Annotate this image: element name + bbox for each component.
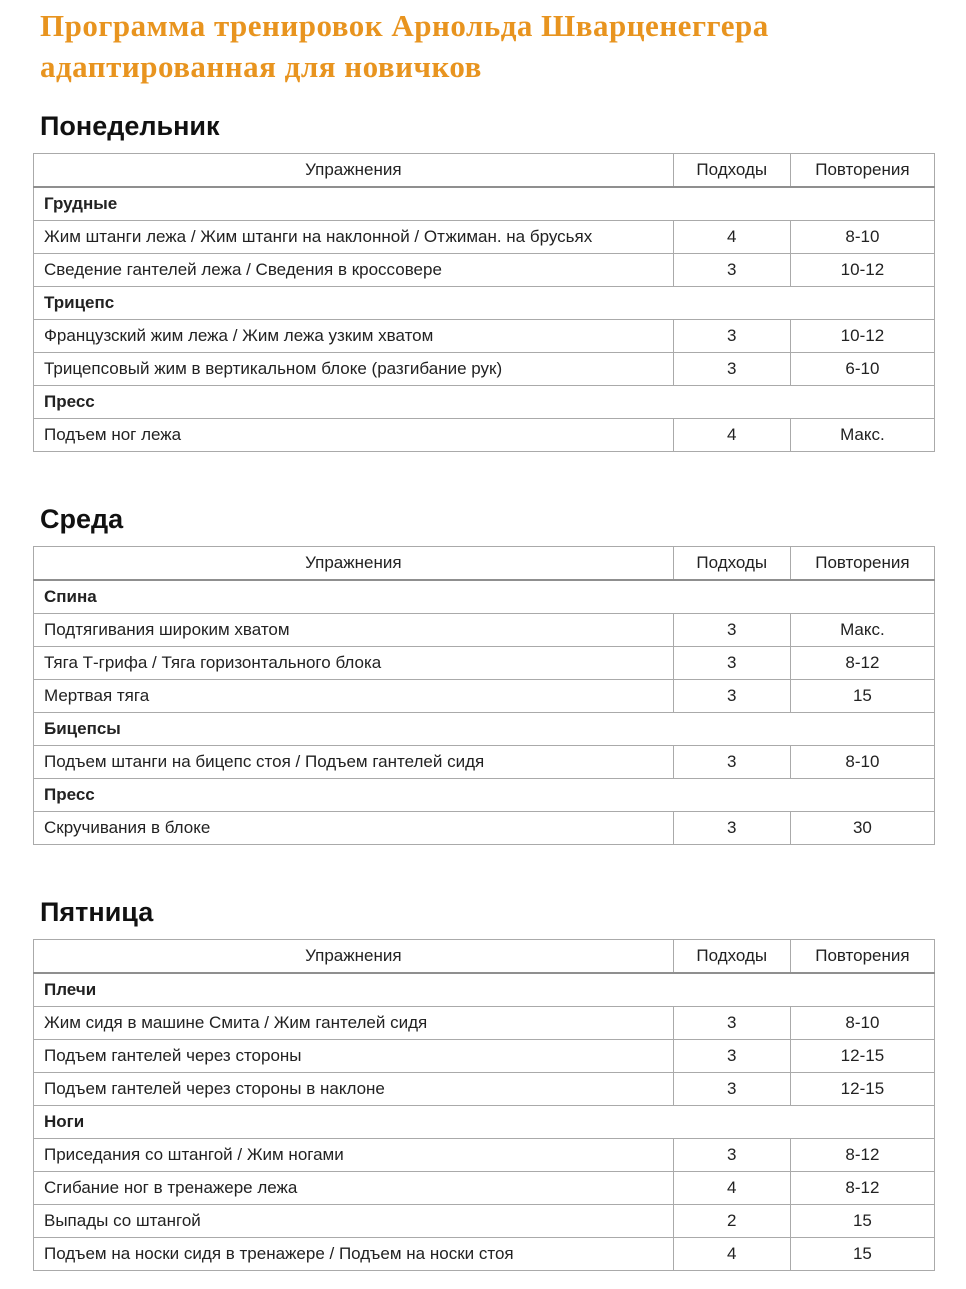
muscle-group-label: Спина (34, 580, 935, 614)
workout-table (33, 546, 935, 845)
sets-value: 4 (673, 419, 790, 452)
column-header-reps: Повторения (790, 547, 934, 581)
sets-value: 4 (673, 221, 790, 254)
exercise-name: Подтягивания широким хватом (34, 614, 674, 647)
reps-value: 8-10 (790, 746, 934, 779)
exercise-name: Подъем ног лежа (34, 419, 674, 452)
column-header-sets: Подходы (673, 154, 790, 188)
workout-table (33, 939, 935, 1271)
sets-value: 3 (673, 647, 790, 680)
muscle-group-label: Пресс (34, 386, 935, 419)
reps-value: 6-10 (790, 353, 934, 386)
reps-value: 8-12 (790, 647, 934, 680)
page-title-line2: адаптированная для новичков (40, 49, 482, 84)
reps-value: Макс. (790, 614, 934, 647)
reps-value: 8-12 (790, 1172, 934, 1205)
reps-value: 8-12 (790, 1139, 934, 1172)
muscle-group-label: Плечи (34, 973, 935, 1007)
sets-value: 3 (673, 614, 790, 647)
exercise-name: Трицепсовый жим в вертикальном блоке (разгибание рук) (34, 353, 674, 386)
header-row (34, 154, 935, 188)
muscle-group-label: Грудные (34, 187, 935, 221)
sets-value: 3 (673, 1139, 790, 1172)
exercise-name: Тяга Т-грифа / Тяга горизонтального блока (34, 647, 674, 680)
exercise-row (34, 1139, 935, 1172)
exercise-row (34, 419, 935, 452)
exercise-row (34, 221, 935, 254)
reps-value: 10-12 (790, 320, 934, 353)
day-section-1 (33, 504, 935, 845)
sets-value: 3 (673, 254, 790, 287)
sets-value: 4 (673, 1172, 790, 1205)
exercise-row (34, 680, 935, 713)
muscle-group-row (34, 287, 935, 320)
exercise-name: Мертвая тяга (34, 680, 674, 713)
sets-value: 2 (673, 1205, 790, 1238)
sets-value: 4 (673, 1238, 790, 1271)
column-header-sets: Подходы (673, 940, 790, 974)
reps-value: 12-15 (790, 1040, 934, 1073)
exercise-name: Подъем штанги на бицепс стоя / Подъем гантелей сидя (34, 746, 674, 779)
page-title-line1: Программа тренировок Арнольда Шварценеггера (40, 8, 769, 43)
exercise-row (34, 320, 935, 353)
exercise-name: Жим штанги лежа / Жим штанги на наклонной / Отжиман. на брусьях (34, 221, 674, 254)
column-header-sets: Подходы (673, 547, 790, 581)
muscle-group-label: Пресс (34, 779, 935, 812)
reps-value: 15 (790, 1205, 934, 1238)
exercise-row (34, 254, 935, 287)
day-heading: Среда (40, 504, 124, 534)
header-row (34, 940, 935, 974)
sets-value: 3 (673, 680, 790, 713)
column-header-reps: Повторения (790, 154, 934, 188)
sets-value: 3 (673, 320, 790, 353)
muscle-group-row (34, 580, 935, 614)
column-header-exercises: Упражнения (34, 940, 674, 974)
reps-value: Макс. (790, 419, 934, 452)
day-section-2 (33, 897, 935, 1271)
reps-value: 30 (790, 812, 934, 845)
muscle-group-row (34, 187, 935, 221)
days-container (33, 111, 935, 1271)
exercise-name: Сведение гантелей лежа / Сведения в кроссовере (34, 254, 674, 287)
muscle-group-row (34, 1106, 935, 1139)
exercise-row (34, 1040, 935, 1073)
muscle-group-label: Бицепсы (34, 713, 935, 746)
reps-value: 8-10 (790, 221, 934, 254)
day-section-0 (33, 111, 935, 452)
column-header-exercises: Упражнения (34, 547, 674, 581)
reps-value: 8-10 (790, 1007, 934, 1040)
muscle-group-label: Трицепс (34, 287, 935, 320)
exercise-name: Подъем на носки сидя в тренажере / Подъем на носки стоя (34, 1238, 674, 1271)
exercise-row (34, 812, 935, 845)
column-header-reps: Повторения (790, 940, 934, 974)
muscle-group-label: Ноги (34, 1106, 935, 1139)
page-title (40, 5, 935, 87)
sets-value: 3 (673, 1040, 790, 1073)
exercise-name: Жим сидя в машине Смита / Жим гантелей сидя (34, 1007, 674, 1040)
sets-value: 3 (673, 812, 790, 845)
exercise-row (34, 1205, 935, 1238)
header-row (34, 547, 935, 581)
muscle-group-row (34, 973, 935, 1007)
sets-value: 3 (673, 353, 790, 386)
muscle-group-row (34, 779, 935, 812)
exercise-name: Приседания со штангой / Жим ногами (34, 1139, 674, 1172)
exercise-name: Сгибание ног в тренажере лежа (34, 1172, 674, 1205)
exercise-name: Подъем гантелей через стороны (34, 1040, 674, 1073)
column-header-exercises: Упражнения (34, 154, 674, 188)
reps-value: 12-15 (790, 1073, 934, 1106)
exercise-row (34, 353, 935, 386)
day-heading: Понедельник (40, 111, 220, 141)
exercise-row (34, 1238, 935, 1271)
reps-value: 15 (790, 1238, 934, 1271)
workout-table (33, 153, 935, 452)
exercise-name: Выпады со штангой (34, 1205, 674, 1238)
sets-value: 3 (673, 746, 790, 779)
day-heading: Пятница (40, 897, 154, 927)
exercise-row (34, 1007, 935, 1040)
exercise-name: Скручивания в блоке (34, 812, 674, 845)
muscle-group-row (34, 713, 935, 746)
muscle-group-row (34, 386, 935, 419)
exercise-row (34, 647, 935, 680)
sets-value: 3 (673, 1007, 790, 1040)
exercise-name: Французский жим лежа / Жим лежа узким хватом (34, 320, 674, 353)
exercise-row (34, 614, 935, 647)
reps-value: 10-12 (790, 254, 934, 287)
exercise-row (34, 746, 935, 779)
reps-value: 15 (790, 680, 934, 713)
exercise-row (34, 1073, 935, 1106)
exercise-row (34, 1172, 935, 1205)
sets-value: 3 (673, 1073, 790, 1106)
exercise-name: Подъем гантелей через стороны в наклоне (34, 1073, 674, 1106)
